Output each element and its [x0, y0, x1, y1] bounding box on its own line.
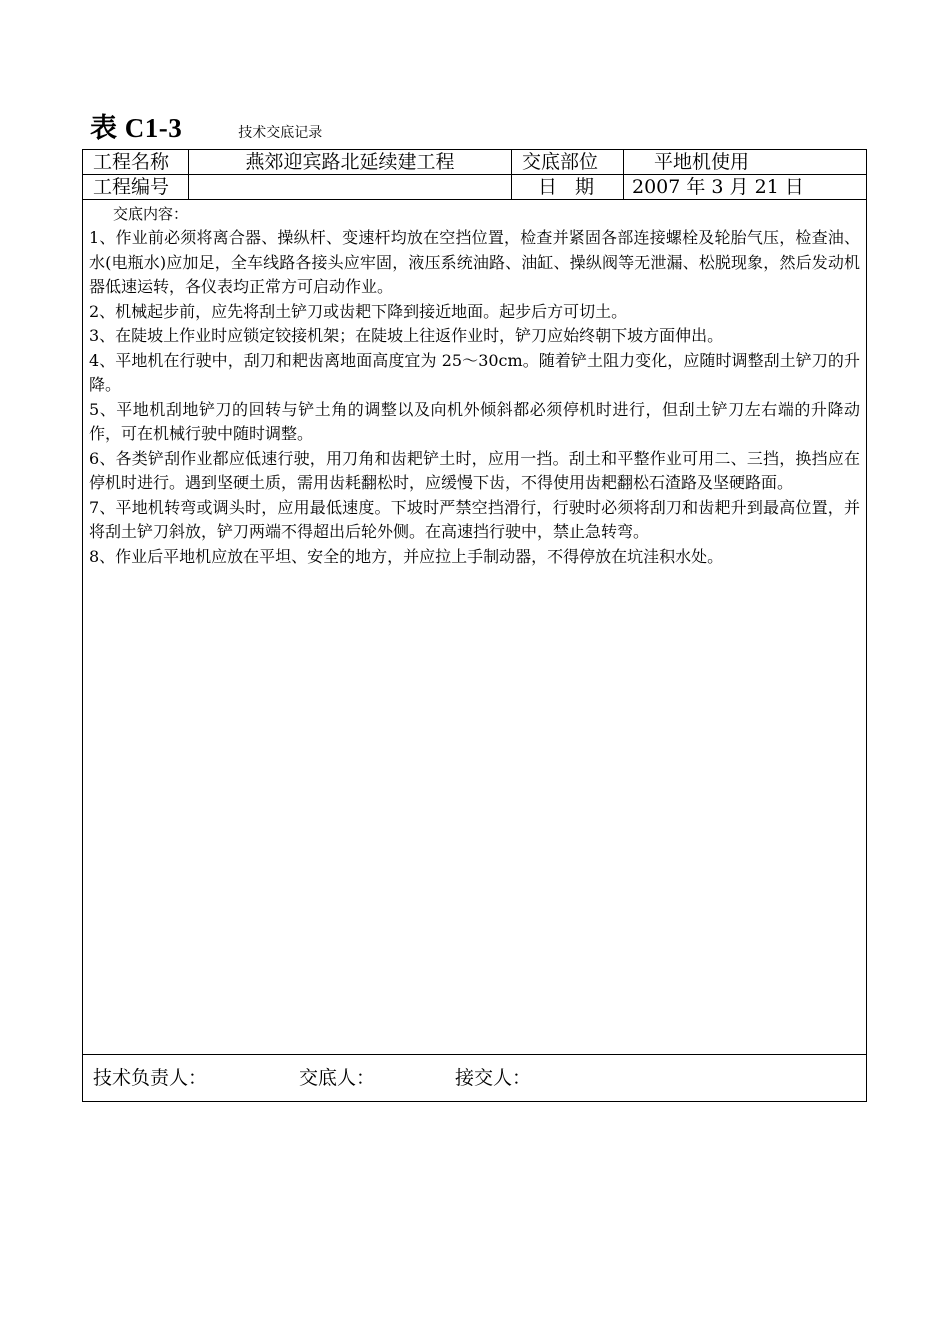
site-value: 平地机使用 [624, 150, 867, 175]
content-item-2: 2、机械起步前，应先将刮土铲刀或齿耙下降到接近地面。起步后方可切土。 [89, 301, 628, 321]
site-label: 交底部位 [512, 150, 624, 175]
date-value: 2007 年 3 月 21 日 [624, 175, 867, 200]
project-name-value: 燕郊迎宾路北延续建工程 [189, 150, 512, 175]
discloser-signature-label: 交底人： [299, 1067, 376, 1089]
record-table [82, 149, 867, 1102]
project-name-label: 工程名称 [83, 150, 189, 175]
date-label [512, 175, 624, 200]
content-item-1: 1、作业前必须将离合器、操纵杆、变速杆均放在空挡位置，检查并紧固各部连接螺栓及轮胎气压，检查油、水(电瓶水)应加足，全车线路各接头应牢固，液压系统油路、油缸、操纵阀等无泄漏、松脱现象，然后发动机器低速运转，各仪表均正常方可启动作业。 [89, 228, 860, 296]
date-label-part-2: 期 [575, 176, 595, 198]
project-no-row [83, 175, 867, 200]
content-item-8: 8、作业后平地机应放在平坦、安全的地方，并应拉上手制动器，不得停放在坑洼积水处。 [89, 546, 724, 566]
form-title: 技术交底记录 [238, 125, 323, 141]
content-item-7: 7、平地机转弯或调头时，应用最低速度。下坡时严禁空挡滑行，行驶时必须将刮刀和齿耙升到最高位置，并将刮土铲刀斜放，铲刀两端不得超出后轮外侧。在高速挡行驶中，禁止急转弯。 [89, 497, 860, 541]
form-code: 表 C1-3 [90, 113, 183, 143]
content-item-6: 6、各类铲刮作业都应低速行驶，用刀角和齿耙铲土时，应用一挡。刮土和平整作业可用二、三挡，换挡应在停机时进行。遇到坚硬土质，需用齿耗翻松时，应缓慢下齿，不得使用齿耙翻松石渣路及坚硬路面。 [89, 448, 860, 492]
form-header [90, 106, 322, 146]
content-label: 交底内容： [113, 205, 189, 223]
date-label-part-1: 日 [538, 176, 558, 198]
tech-lead-signature-label: 技术负责人： [93, 1067, 208, 1089]
signature-row [83, 1055, 867, 1102]
signature-cell [83, 1055, 867, 1102]
content-item-3: 3、在陡坡上作业时应锁定铰接机架；在陡坡上往返作业时，铲刀应始终朝下坡方面伸出。 [89, 326, 724, 345]
content-item-4: 4、平地机在行驶中，刮刀和耙齿离地面高度宜为 25～30cm。随着铲土阻力变化，应随时调整刮土铲刀的升降。 [89, 350, 860, 394]
content-cell [83, 200, 867, 1055]
project-no-value [189, 175, 512, 200]
content-row [83, 200, 867, 1055]
receiver-signature-label: 接交人： [455, 1067, 532, 1089]
project-no-label: 工程编号 [83, 175, 189, 200]
content-item-5: 5、平地机刮地铲刀的回转与铲土角的调整以及向机外倾斜都必须停机时进行，但刮土铲刀左右端的升降动作，可在机械行驶中随时调整。 [89, 399, 860, 443]
project-name-row [83, 150, 867, 175]
